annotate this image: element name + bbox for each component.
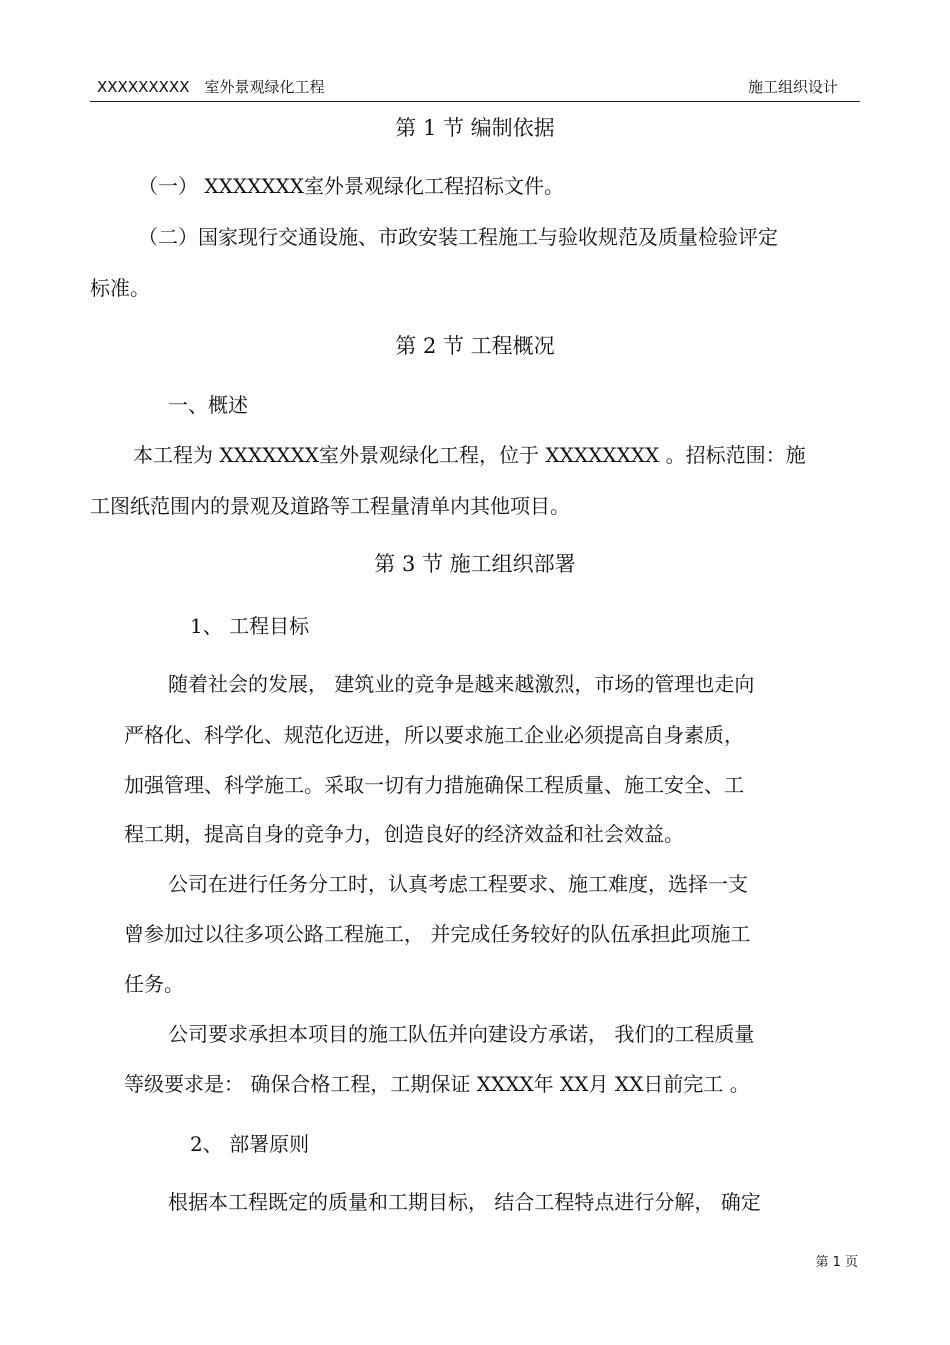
s3-p1-line-4: 程工期，提高自身的竞争力，创造良好的经济效益和社会效益。 [124,822,684,846]
s2-para-line-1: 本工程为 XXXXXXX室外景观绿化工程，位于 XXXXXXXX 。招标范围：施 [133,443,806,467]
page-number: 第 1 页 [815,1255,858,1270]
s3-p2-line-1: 公司在进行任务分工时，认真考虑工程要求、施工难度，选择一支 [168,872,748,896]
header-project-name: XXXXXXXXX 室外景观绿化工程 [97,78,325,96]
s2-heading-overview: 一、概述 [168,393,248,417]
s3-p4-line-1: 根据本工程既定的质量和工期目标， 结合工程特点进行分解， 确定 [168,1190,761,1214]
s3-heading-goal: 1、 工程目标 [190,614,310,638]
s1-item-2-cont: 标准。 [90,276,150,300]
s3-p1-line-2: 严格化、科学化、规范化迈进，所以要求施工企业必须提高自身素质， [124,723,744,747]
s3-p2-line-2: 曾参加过以往多项公路工程施工， 并完成任务较好的队伍承担此项施工 [124,922,751,946]
s1-item-1: （一） XXXXXXX室外景观绿化工程招标文件。 [138,174,565,198]
section-1-title: 第 1 节 编制依据 [395,116,555,140]
s3-p2-line-3: 任务。 [124,972,184,996]
s3-p1-line-3: 加强管理、科学施工。采取一切有力措施确保工程质量、施工安全、工 [124,773,744,797]
s3-p3-line-1: 公司要求承担本项目的施工队伍并向建设方承诺， 我们的工程质量 [168,1022,755,1046]
section-3-title: 第 3 节 施工组织部署 [374,552,576,576]
s1-item-2: （二）国家现行交通设施、市政安装工程施工与验收规范及质量检验评定 [138,225,778,249]
s3-p1-line-1: 随着社会的发展， 建筑业的竞争是越来越激烈，市场的管理也走向 [168,672,755,696]
section-2-title: 第 2 节 工程概况 [395,334,555,358]
header-divider [90,101,860,102]
s3-heading-principles: 2、 部署原则 [190,1132,310,1156]
header-doc-type: 施工组织设计 [747,78,838,96]
s3-p3-line-2: 等级要求是： 确保合格工程，工期保证 XXXX年 XX月 XX日前完工 。 [124,1072,750,1096]
s2-para-line-2: 工图纸范围内的景观及道路等工程量清单内其他项目。 [90,494,570,518]
